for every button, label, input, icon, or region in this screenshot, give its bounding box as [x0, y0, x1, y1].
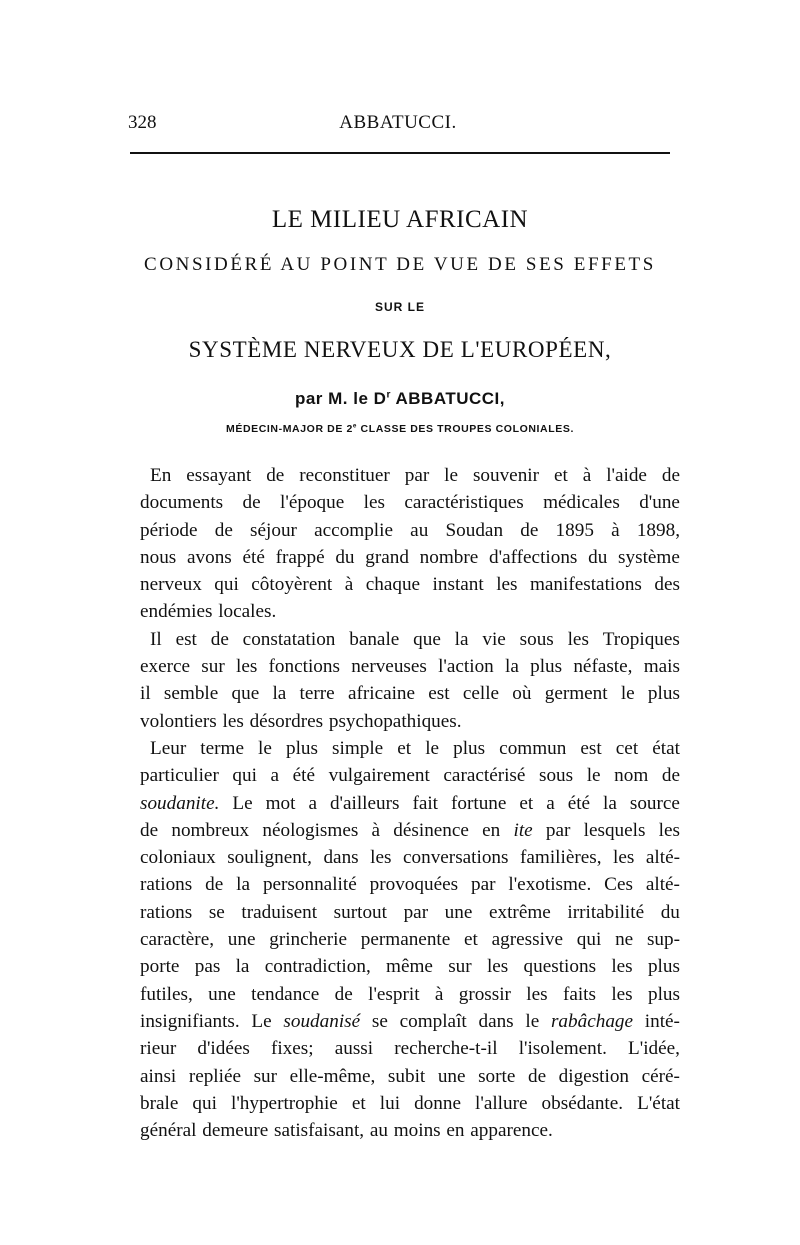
- word: rieur: [140, 1038, 177, 1060]
- word: été: [242, 546, 265, 568]
- word: le: [425, 737, 440, 759]
- word: soudanisé: [283, 1010, 361, 1032]
- word: locales.: [218, 601, 277, 623]
- running-head-author: ABBATUCCI.: [339, 112, 457, 133]
- word: vulgairement: [328, 765, 430, 787]
- word: satisfaisant,: [274, 1120, 365, 1142]
- word: d'idées: [197, 1038, 250, 1060]
- word: les: [658, 819, 680, 841]
- text-line: [140, 817, 680, 844]
- word: a: [308, 792, 317, 814]
- word: elle-même,: [289, 1065, 376, 1087]
- word: exerce: [140, 656, 191, 678]
- word: familières,: [520, 847, 602, 869]
- word: sup-: [646, 929, 680, 951]
- word: les: [526, 983, 548, 1005]
- word: L'idée,: [628, 1038, 680, 1060]
- text-line: [140, 489, 680, 516]
- text-line: [140, 844, 680, 871]
- word: sous: [539, 765, 574, 787]
- word: L'état: [637, 1092, 680, 1114]
- word: de: [661, 765, 680, 787]
- word: en: [482, 819, 501, 841]
- word: les: [370, 847, 392, 869]
- word: la: [235, 956, 250, 978]
- word: documents: [140, 492, 224, 514]
- word: terme: [200, 737, 244, 759]
- word: cet: [615, 737, 639, 759]
- word: questions: [523, 956, 597, 978]
- affiliation-part2: CLASSE DES TROUPES COLONIALES.: [357, 423, 574, 435]
- word: plus: [530, 656, 563, 678]
- text-line: [140, 762, 680, 789]
- word: des: [654, 574, 680, 596]
- word: l'époque: [280, 492, 345, 514]
- word: désordres: [249, 710, 324, 732]
- word: nous: [140, 546, 177, 568]
- word: instant: [432, 574, 484, 596]
- word: apparence.: [470, 1120, 553, 1142]
- word: chaque: [365, 574, 421, 596]
- word: à: [344, 574, 354, 596]
- word: du: [588, 546, 608, 568]
- word: ne: [615, 929, 634, 951]
- word: plus: [647, 683, 680, 705]
- word: celle: [462, 683, 500, 705]
- paragraph: [140, 626, 680, 735]
- word: conversations: [402, 847, 509, 869]
- word: frappé: [275, 546, 325, 568]
- byline-dr-sup: r: [386, 389, 391, 401]
- text-line: [150, 626, 680, 653]
- word: qui: [214, 574, 239, 596]
- word: de: [210, 628, 229, 650]
- word: de: [242, 492, 261, 514]
- word: irritabilité: [567, 901, 645, 923]
- word: été: [292, 765, 316, 787]
- text-line: [140, 708, 680, 735]
- word: reconstituer: [299, 465, 390, 486]
- word: agressive: [491, 929, 564, 951]
- text-line: [150, 462, 680, 489]
- word: du: [660, 901, 680, 923]
- word: une: [227, 929, 256, 951]
- word: constatation: [242, 628, 336, 650]
- word: la: [272, 683, 287, 705]
- word: dans: [323, 847, 359, 869]
- word: les: [613, 847, 635, 869]
- word: dans: [478, 1010, 514, 1032]
- word: du: [335, 546, 355, 568]
- word: il: [140, 683, 151, 705]
- word: séjour: [250, 519, 297, 541]
- word: a: [546, 792, 555, 814]
- word: plus: [647, 956, 680, 978]
- text-line: [140, 544, 680, 571]
- word: les: [222, 710, 244, 732]
- text-line: [140, 517, 680, 544]
- word: l'hypertrophie: [230, 1092, 338, 1114]
- word: sorte: [478, 1065, 516, 1087]
- word: tendance: [251, 983, 320, 1005]
- word: une: [444, 901, 473, 923]
- word: coloniaux: [140, 847, 216, 869]
- word: est: [580, 737, 602, 759]
- header-rule: [130, 152, 670, 154]
- word: fixes;: [270, 1038, 314, 1060]
- word: mot: [265, 792, 296, 814]
- word: repliée: [188, 1065, 242, 1087]
- word: commun: [499, 737, 567, 759]
- text-line: [150, 735, 680, 762]
- word: brale: [140, 1092, 179, 1114]
- word: par: [545, 819, 571, 841]
- word: lesquels: [583, 819, 646, 841]
- word: Le: [232, 792, 253, 814]
- word: à: [434, 983, 444, 1005]
- word: sur: [253, 1065, 278, 1087]
- word: contradiction,: [264, 956, 371, 978]
- word: particulier: [140, 765, 219, 787]
- word: traduisent: [241, 901, 318, 923]
- word: semble: [163, 683, 219, 705]
- word: complaît: [399, 1010, 467, 1032]
- word: les: [363, 492, 385, 514]
- word: la: [236, 874, 251, 896]
- word: à: [371, 819, 381, 841]
- word: l'isolement.: [518, 1038, 607, 1060]
- word: fonctions: [268, 656, 340, 678]
- word: où: [512, 683, 532, 705]
- text-line: [140, 1090, 680, 1117]
- word: d'une: [639, 492, 680, 514]
- word: de: [527, 1065, 547, 1087]
- text-line: [140, 953, 680, 980]
- word: la: [603, 792, 617, 814]
- text-line: [140, 1063, 680, 1090]
- byline-name: ABBATUCCI,: [390, 389, 506, 408]
- word: nombre: [419, 546, 479, 568]
- word: de: [334, 983, 353, 1005]
- word: fortune: [450, 792, 507, 814]
- word: banale: [349, 628, 400, 650]
- word: l'action: [438, 656, 494, 678]
- word: par: [404, 465, 430, 486]
- word: donne: [414, 1092, 461, 1114]
- word: et: [464, 929, 478, 951]
- word: grincherie: [269, 929, 348, 951]
- word: 1898,: [636, 519, 680, 541]
- word: volontiers: [140, 710, 217, 732]
- word: à: [611, 519, 620, 541]
- affiliation: [110, 423, 690, 435]
- word: soudanite.: [140, 792, 220, 814]
- word: de: [140, 819, 159, 841]
- word: essayant: [186, 465, 252, 486]
- word: digestion: [558, 1065, 630, 1087]
- word: même: [386, 956, 433, 978]
- word: rabâchage: [550, 1010, 634, 1032]
- word: subit: [387, 1065, 426, 1087]
- word: au: [410, 519, 429, 541]
- word: une: [208, 983, 236, 1005]
- word: nerveuses: [351, 656, 427, 678]
- word: d'ailleurs: [329, 792, 400, 814]
- word: futiles,: [140, 983, 193, 1005]
- word: 1895: [555, 519, 594, 541]
- word: plus: [647, 983, 680, 1005]
- word: surtout: [333, 901, 387, 923]
- word: céré-: [641, 1065, 680, 1087]
- word: le: [444, 465, 459, 486]
- word: que: [413, 628, 441, 650]
- word: les: [235, 656, 258, 678]
- text-line: [140, 571, 680, 598]
- word: l'esprit: [368, 983, 420, 1005]
- word: côtoyèrent: [251, 574, 333, 596]
- word: d'affections: [489, 546, 578, 568]
- word: qui: [192, 1092, 217, 1114]
- word: obsédante.: [541, 1092, 624, 1114]
- word: rations: [140, 874, 193, 896]
- affiliation-sup: e: [352, 422, 358, 430]
- word: ainsi: [140, 1065, 177, 1087]
- word: inté-: [644, 1010, 680, 1032]
- word: est: [428, 683, 450, 705]
- word: En: [150, 465, 172, 486]
- word: le: [620, 683, 635, 705]
- text-line: [140, 1008, 680, 1035]
- word: porte: [140, 956, 180, 978]
- word: accomplie: [314, 519, 393, 541]
- body-text: [140, 462, 680, 1144]
- word: une: [437, 1065, 466, 1087]
- word: simple: [332, 737, 384, 759]
- affiliation-part1: MÉDECIN-MAJOR DE 2: [226, 423, 353, 435]
- word: que: [231, 683, 260, 705]
- word: nerveux: [140, 574, 202, 596]
- word: psychopathiques.: [328, 710, 462, 732]
- word: les: [496, 574, 518, 596]
- article-title: LE MILIEU AFRICAIN: [271, 206, 529, 233]
- word: les: [611, 983, 633, 1005]
- word: sur: [448, 956, 472, 978]
- word: aussi: [334, 1038, 374, 1060]
- text-line: [140, 899, 680, 926]
- word: source: [629, 792, 680, 814]
- word: grossir: [458, 983, 511, 1005]
- word: ite: [513, 819, 533, 841]
- word: et: [351, 1092, 366, 1114]
- word: faits: [562, 983, 596, 1005]
- word: le: [586, 765, 601, 787]
- text-line: [140, 926, 680, 953]
- word: sous: [519, 628, 554, 650]
- word: système: [618, 546, 680, 568]
- word: alté-: [645, 874, 680, 896]
- word: provoquées: [369, 874, 459, 896]
- word: Il: [150, 628, 162, 650]
- running-head: [128, 112, 668, 136]
- article-subtitle-connector: SUR LE: [374, 300, 425, 314]
- text-line: [140, 680, 680, 707]
- word: néologismes: [262, 819, 359, 841]
- word: personnalité: [262, 874, 357, 896]
- article-subtitle-topic: SYSTÈME NERVEUX DE L'EUROPÉEN,: [188, 337, 612, 362]
- word: de: [214, 519, 233, 541]
- word: rations: [140, 901, 193, 923]
- word: à: [582, 465, 592, 486]
- word: grand: [365, 546, 409, 568]
- word: été: [567, 792, 591, 814]
- word: état: [652, 737, 680, 759]
- word: nombreux: [171, 819, 250, 841]
- word: soulignent,: [227, 847, 312, 869]
- word: Soudan: [445, 519, 504, 541]
- word: néfaste,: [573, 656, 633, 678]
- word: fait: [412, 792, 439, 814]
- word: permanente: [360, 929, 451, 951]
- text-line: [140, 598, 680, 625]
- text-line: [140, 653, 680, 680]
- word: de: [520, 519, 539, 541]
- word: et: [397, 737, 412, 759]
- word: germent: [544, 683, 608, 705]
- word: et: [553, 465, 568, 486]
- word: vie: [482, 628, 506, 650]
- word: caractéristiques: [404, 492, 524, 514]
- word: moins: [393, 1120, 441, 1142]
- word: médicales: [543, 492, 620, 514]
- word: se: [208, 901, 225, 923]
- word: le: [258, 737, 272, 759]
- word: de: [661, 465, 680, 486]
- word: général: [140, 1120, 197, 1142]
- word: africaine: [347, 683, 416, 705]
- word: le: [525, 1010, 540, 1032]
- word: demeure: [202, 1120, 269, 1142]
- word: par: [470, 874, 496, 896]
- paragraph: [140, 462, 680, 626]
- word: qui: [576, 929, 602, 951]
- word: qui: [232, 765, 257, 787]
- word: souvenir: [472, 465, 540, 486]
- word: sur: [201, 656, 225, 678]
- word: plus: [453, 737, 486, 759]
- text-line: [140, 1035, 680, 1062]
- text-line: [140, 790, 680, 817]
- word: alté-: [645, 847, 680, 869]
- word: est: [175, 628, 197, 650]
- word: en: [446, 1120, 465, 1142]
- word: recherche-t-il: [394, 1038, 498, 1060]
- word: caractère,: [140, 929, 215, 951]
- word: a: [270, 765, 280, 787]
- page-number: 328: [128, 112, 157, 133]
- word: pas: [194, 956, 221, 978]
- word: Le: [251, 1010, 272, 1032]
- word: caractérisé: [443, 765, 526, 787]
- word: endémies: [140, 601, 213, 623]
- word: avons: [186, 546, 232, 568]
- word: par: [403, 901, 429, 923]
- word: au: [369, 1120, 388, 1142]
- article-subtitle: CONSIDÉRÉ AU POINT DE VUE DE SES EFFETS: [144, 254, 656, 275]
- word: désinence: [393, 819, 469, 841]
- word: insignifiants.: [140, 1010, 240, 1032]
- word: la: [454, 628, 469, 650]
- word: l'allure: [475, 1092, 528, 1114]
- word: de: [205, 874, 224, 896]
- word: Ces: [604, 874, 633, 896]
- word: de: [266, 465, 285, 486]
- word: l'exotisme.: [508, 874, 592, 896]
- word: les: [486, 956, 509, 978]
- word: extrême: [488, 901, 551, 923]
- word: nom: [614, 765, 649, 787]
- word: l'aide: [606, 465, 647, 486]
- word: terre: [299, 683, 335, 705]
- word: manifestations: [529, 574, 642, 596]
- word: période: [140, 519, 198, 541]
- word: mais: [643, 656, 680, 678]
- word: Leur: [150, 737, 187, 759]
- word: la: [505, 656, 519, 678]
- text-line: [140, 981, 680, 1008]
- word: les: [567, 628, 589, 650]
- word: lui: [379, 1092, 401, 1114]
- word: plus: [285, 737, 318, 759]
- word: se: [371, 1010, 388, 1032]
- word: Tropiques: [602, 628, 680, 650]
- byline: [110, 389, 690, 409]
- word: les: [611, 956, 633, 978]
- text-line: [140, 871, 680, 898]
- byline-prefix: par M. le D: [294, 389, 387, 408]
- text-line: [140, 1117, 680, 1144]
- paragraph: [140, 735, 680, 1144]
- word: et: [519, 792, 534, 814]
